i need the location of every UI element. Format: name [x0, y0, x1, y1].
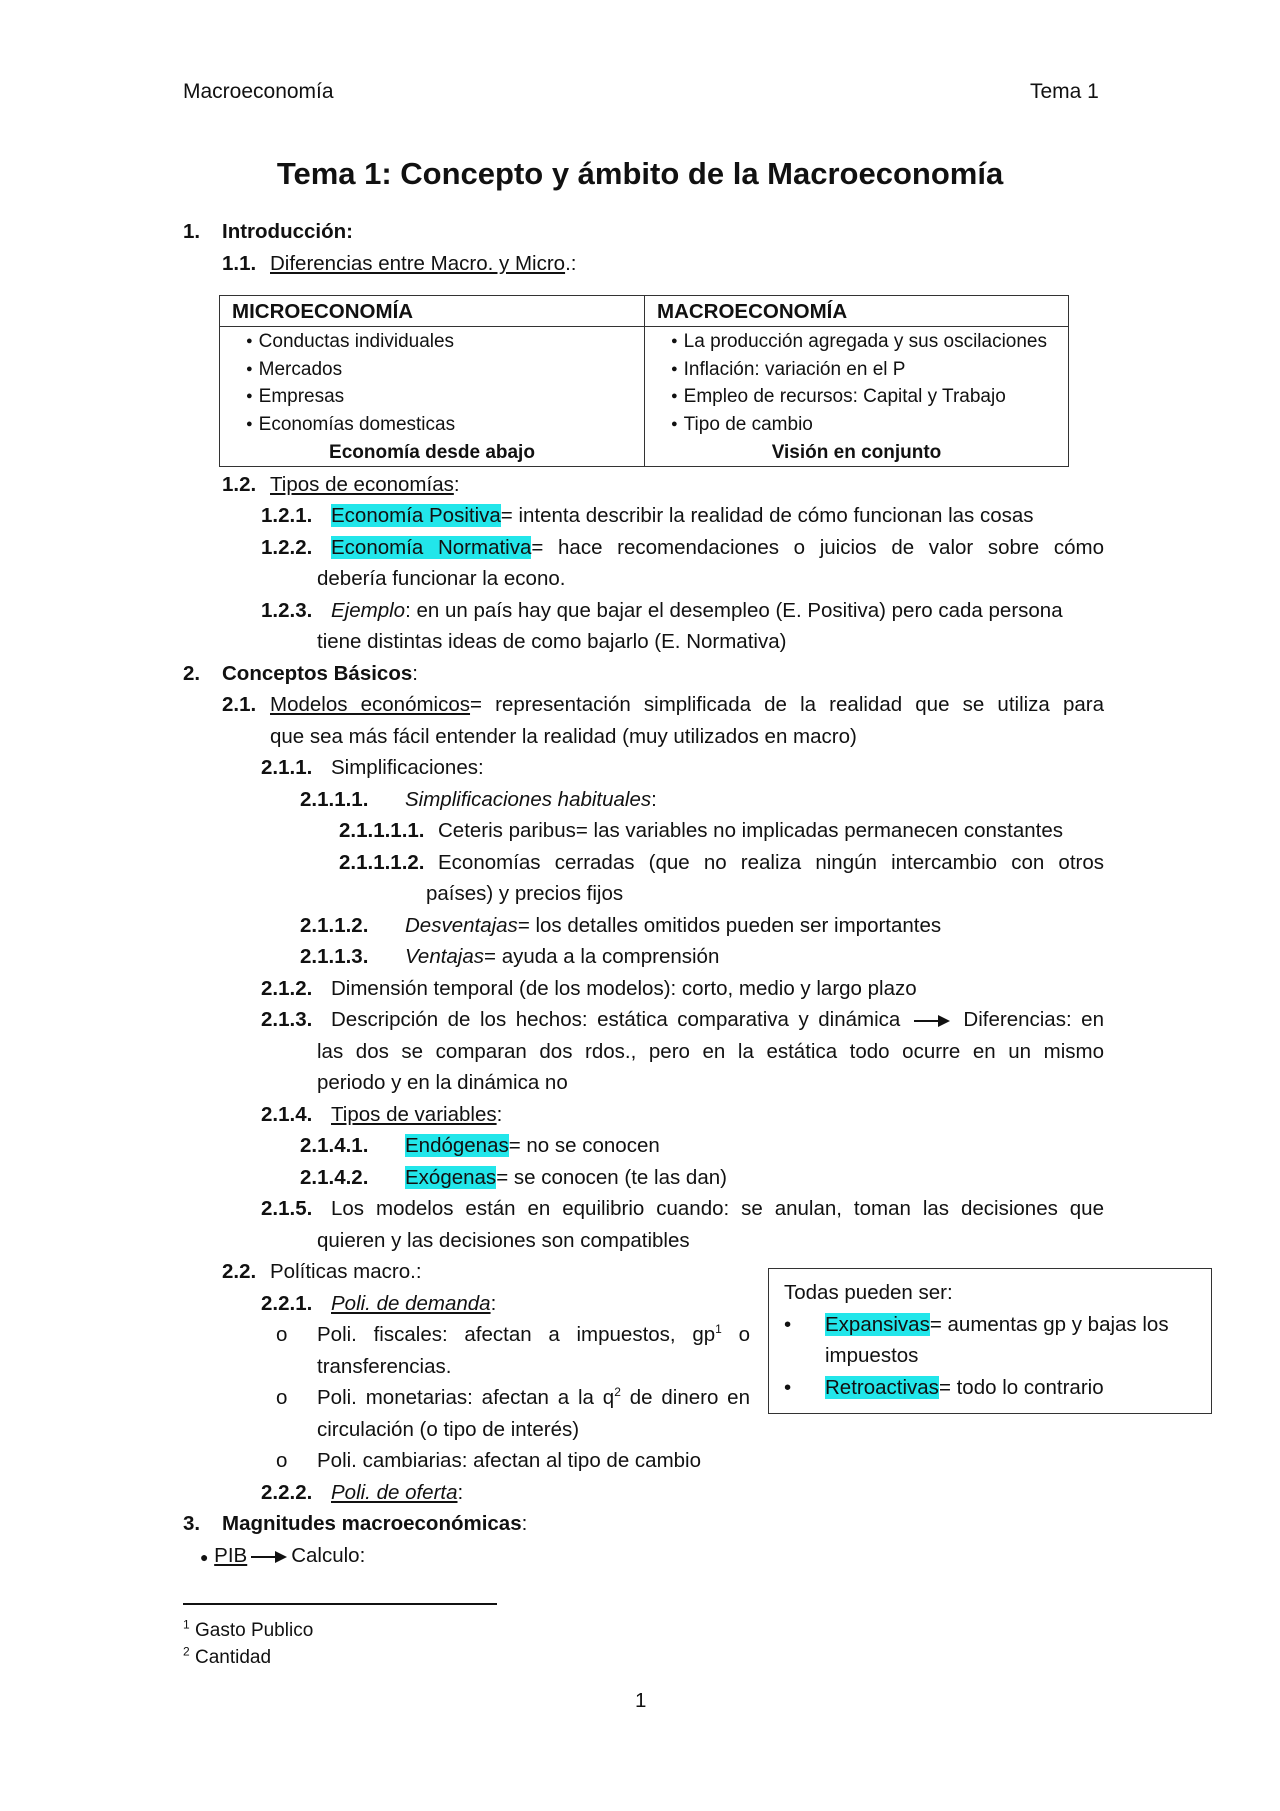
right-arrow-icon	[914, 1015, 950, 1027]
policy-types-box	[768, 1268, 1212, 1414]
section-2-1-1-1-1	[339, 819, 1064, 842]
section-label: Poli. de oferta	[331, 1481, 458, 1504]
page-title: Tema 1: Concepto y ámbito de la Macroeconomía	[276, 156, 1004, 191]
section-number: 2.1.3.	[261, 1008, 313, 1031]
poli-fiscal-line1	[317, 1322, 750, 1346]
section-label: Tipos de economías	[270, 473, 454, 496]
footnote-divider	[183, 1603, 497, 1605]
highlight-term: Economía Normativa	[331, 536, 532, 559]
section-2-1-1	[261, 756, 484, 779]
list-item: ● Inflación: variación en el P	[671, 358, 1047, 386]
section-number: 1.1.	[222, 252, 257, 275]
pib-item	[200, 1546, 365, 1567]
section-text: Políticas macro.:	[270, 1260, 422, 1283]
box-item-1	[825, 1315, 1169, 1336]
section-number: 2.1.1.1.1.	[339, 819, 425, 842]
section-label: Introducción:	[222, 220, 353, 243]
section-number: 2.1.4.2.	[300, 1166, 369, 1189]
label-tail: :	[412, 662, 418, 685]
highlight-term: Endógenas	[405, 1134, 509, 1157]
header-left: Macroeconomía	[183, 80, 334, 103]
poli-text: Poli. monetarias: afectan a la q	[317, 1386, 615, 1409]
section-2-1-5-line1: Los modelos están en equilibrio cuando: se anulan, toman las decisiones que	[331, 1197, 1104, 1220]
section-2-2-1	[261, 1292, 497, 1315]
section-number: 2.2.1.	[261, 1292, 313, 1315]
micro-column	[220, 296, 645, 466]
bullet-marker: o	[276, 1323, 288, 1346]
list-item: ● Economías domesticas	[246, 413, 455, 441]
section-2-1-3-line1	[331, 1010, 1104, 1031]
section-2-1-1-2	[300, 914, 942, 937]
highlight-term: Economía Positiva	[331, 504, 501, 527]
poli-tail: o	[721, 1323, 750, 1346]
poli-fiscal-line2: transferencias.	[317, 1355, 452, 1378]
macro-header: MACROECONOMÍA	[645, 296, 1068, 327]
section-number: 1.2.3.	[261, 599, 313, 622]
footnote-ref: 2	[614, 1385, 621, 1400]
footnote-number: 2	[183, 1644, 190, 1659]
section-text: = hace recomendaciones o juicios de valor sobre cómo	[531, 536, 1104, 559]
footnote-text: Gasto Publico	[194, 1620, 314, 1641]
pib-text: Calculo:	[291, 1544, 366, 1567]
section-text: : en un país hay que bajar el desempleo (E. Positiva) pero cada persona	[405, 599, 1063, 622]
section-2-1-5	[261, 1199, 312, 1220]
footnote-number: 1	[183, 1617, 190, 1632]
section-label: Poli. de demanda	[331, 1292, 491, 1315]
section-text: = los detalles omitidos pueden ser importantes	[517, 914, 942, 937]
poli-text: Poli. fiscales: afectan a impuestos, gp	[317, 1323, 716, 1346]
footnote-ref: 1	[715, 1322, 722, 1337]
list-item: ● Empresas	[246, 385, 455, 413]
section-2-1-3-line2: las dos se comparan dos rdos., pero en la estática todo ocurre en un mismo	[317, 1040, 1104, 1063]
section-text: = intenta describir la realidad de cómo funcionan las cosas	[500, 504, 1034, 527]
section-2-1-2	[261, 977, 917, 1000]
section-2-1-4-1	[300, 1134, 660, 1157]
section-1-2-3	[261, 599, 1063, 622]
section-number: 2.1.4.1.	[300, 1134, 369, 1157]
right-arrow-icon	[251, 1551, 287, 1563]
section-1-2-2-line2: debería funcionar la econo.	[317, 567, 566, 590]
section-number: 2.1.4.	[261, 1103, 313, 1126]
poli-monetary-line2: circulación (o tipo de interés)	[317, 1418, 580, 1441]
section-1	[183, 220, 353, 243]
section-number: 2.1.2.	[261, 977, 313, 1000]
poli-tail: de dinero en	[620, 1386, 750, 1409]
section-number: 2.1.1.1.2.	[339, 851, 425, 874]
label-tail: :	[453, 473, 460, 496]
section-number: 2.1.1.2.	[300, 914, 369, 937]
label-tail: :	[651, 788, 657, 811]
box-item-2	[825, 1378, 1104, 1399]
section-2-1-1-1-2-line2: países) y precios fijos	[426, 882, 624, 905]
bullet-icon: •	[784, 1376, 792, 1399]
section-number: 2.1.5.	[261, 1197, 313, 1220]
section-2-1-3	[261, 1010, 312, 1031]
list-item: ● Mercados	[246, 358, 455, 386]
section-2-1-line1	[270, 695, 1104, 716]
section-text: Ceteris paribus= las variables no implicadas permanecen constantes	[438, 819, 1064, 842]
section-number: 2.1.1.3.	[300, 945, 369, 968]
label-tail: :	[490, 1292, 497, 1315]
footnote-text: Cantidad	[194, 1647, 272, 1668]
section-number: 2.	[183, 662, 201, 685]
bullet-marker: o	[276, 1449, 288, 1472]
micro-header: MICROECONOMÍA	[220, 296, 644, 327]
section-1-2	[222, 473, 460, 496]
section-text-after: Diferencias: en	[963, 1008, 1104, 1031]
section-number: 1.2.2.	[261, 536, 313, 559]
section-1-2-2	[261, 538, 312, 559]
header-right: Tema 1	[1030, 80, 1099, 103]
macro-footer: Visión en conjunto	[771, 442, 942, 463]
list-item: ● Empleo de recursos: Capital y Trabajo	[671, 385, 1047, 413]
section-1-1	[222, 252, 577, 275]
section-number: 2.2.2.	[261, 1481, 313, 1504]
section-2-1-1-1	[300, 788, 657, 811]
section-text: = representación simplificada de la realidad que se utiliza para	[470, 693, 1105, 716]
section-number: 2.1.1.1.	[300, 788, 369, 811]
label-tail: :	[457, 1481, 464, 1504]
box-title: Todas pueden ser:	[784, 1281, 953, 1304]
section-label: Diferencias entre Macro. y Micro	[270, 252, 566, 275]
section-number: 1.2.1.	[261, 504, 313, 527]
box-item-text: = todo lo contrario	[938, 1376, 1104, 1399]
emphasis: Ventajas	[405, 945, 485, 968]
micro-footer: Economía desde abajo	[329, 442, 535, 463]
section-2-1-3-line3: periodo y en la dinámica no	[317, 1071, 568, 1094]
list-item: ● Tipo de cambio	[671, 413, 1047, 441]
section-2-1-1-1-2-line1: Economías cerradas (que no realiza ningún intercambio con otros	[438, 851, 1104, 874]
section-text: = se conocen (te las dan)	[496, 1166, 727, 1189]
section-2	[183, 662, 418, 685]
section-text: = no se conocen	[508, 1134, 660, 1157]
section-label: Modelos económicos	[270, 693, 471, 716]
footnote	[183, 1617, 314, 1641]
macro-column	[645, 296, 1068, 466]
highlight-term: Exógenas	[405, 1166, 497, 1189]
pib-label: PIB	[214, 1544, 248, 1567]
section-number: 2.1.1.	[261, 756, 313, 779]
micro-list	[246, 330, 455, 440]
section-1-2-2-line1	[331, 538, 1104, 559]
section-2-1-1-1-2	[339, 853, 424, 874]
section-label: Tipos de variables	[331, 1103, 497, 1126]
section-number: 1.	[183, 220, 201, 243]
section-number: 2.2.	[222, 1260, 257, 1283]
emphasis: Simplificaciones habituales	[405, 788, 652, 811]
footnote	[183, 1644, 272, 1668]
section-number: 2.1.	[222, 693, 257, 716]
poli-monetary-line1	[317, 1385, 750, 1409]
bullet-icon: •	[784, 1313, 792, 1336]
section-3	[183, 1512, 528, 1535]
section-text: Simplificaciones:	[331, 756, 484, 779]
emphasis: Desventajas	[405, 914, 518, 937]
micro-macro-table	[219, 295, 1069, 467]
label-tail: .:	[565, 252, 577, 275]
highlight-term: Expansivas	[825, 1313, 930, 1336]
section-2-1-4	[261, 1103, 503, 1126]
section-2-1-line2: que sea más fácil entender la realidad (muy utilizados en macro)	[270, 725, 857, 748]
box-item-text: = aumentas gp y bajas los	[929, 1313, 1169, 1336]
section-2-1-1-3	[300, 945, 720, 968]
label-tail: :	[496, 1103, 503, 1126]
macro-list	[671, 330, 1047, 440]
section-text: Descripción de los hechos: estática comparativa y dinámica	[331, 1008, 901, 1031]
section-2-1	[222, 695, 256, 716]
list-item: ● La producción agregada y sus oscilaciones	[671, 330, 1047, 358]
section-number: 3.	[183, 1512, 201, 1535]
section-1-2-3-line2: tiene distintas ideas de como bajarlo (E. Normativa)	[317, 630, 787, 653]
emphasis: Ejemplo	[331, 599, 406, 622]
section-number: 1.2.	[222, 473, 257, 496]
section-2-1-4-2	[300, 1166, 727, 1189]
section-2-1-5-line2: quieren y las decisiones son compatibles	[317, 1229, 690, 1252]
section-2-2-2	[261, 1481, 464, 1504]
section-label: Magnitudes macroeconómicas	[222, 1512, 522, 1535]
poli-exchange: Poli. cambiarias: afectan al tipo de cambio	[317, 1449, 702, 1472]
bullet-icon: ●	[200, 1549, 209, 1565]
page-number: 1	[635, 1689, 647, 1712]
label-tail: :	[521, 1512, 528, 1535]
section-2-2	[222, 1260, 422, 1283]
box-item-1-line2: impuestos	[825, 1344, 919, 1367]
list-item: ● Conductas individuales	[246, 330, 455, 358]
bullet-marker: o	[276, 1386, 288, 1409]
section-1-2-1	[261, 504, 1034, 527]
section-label: Conceptos Básicos	[222, 662, 413, 685]
section-text: = ayuda a la comprensión	[484, 945, 720, 968]
section-text: Dimensión temporal (de los modelos): corto, medio y largo plazo	[331, 977, 917, 1000]
highlight-term: Retroactivas	[825, 1376, 939, 1399]
